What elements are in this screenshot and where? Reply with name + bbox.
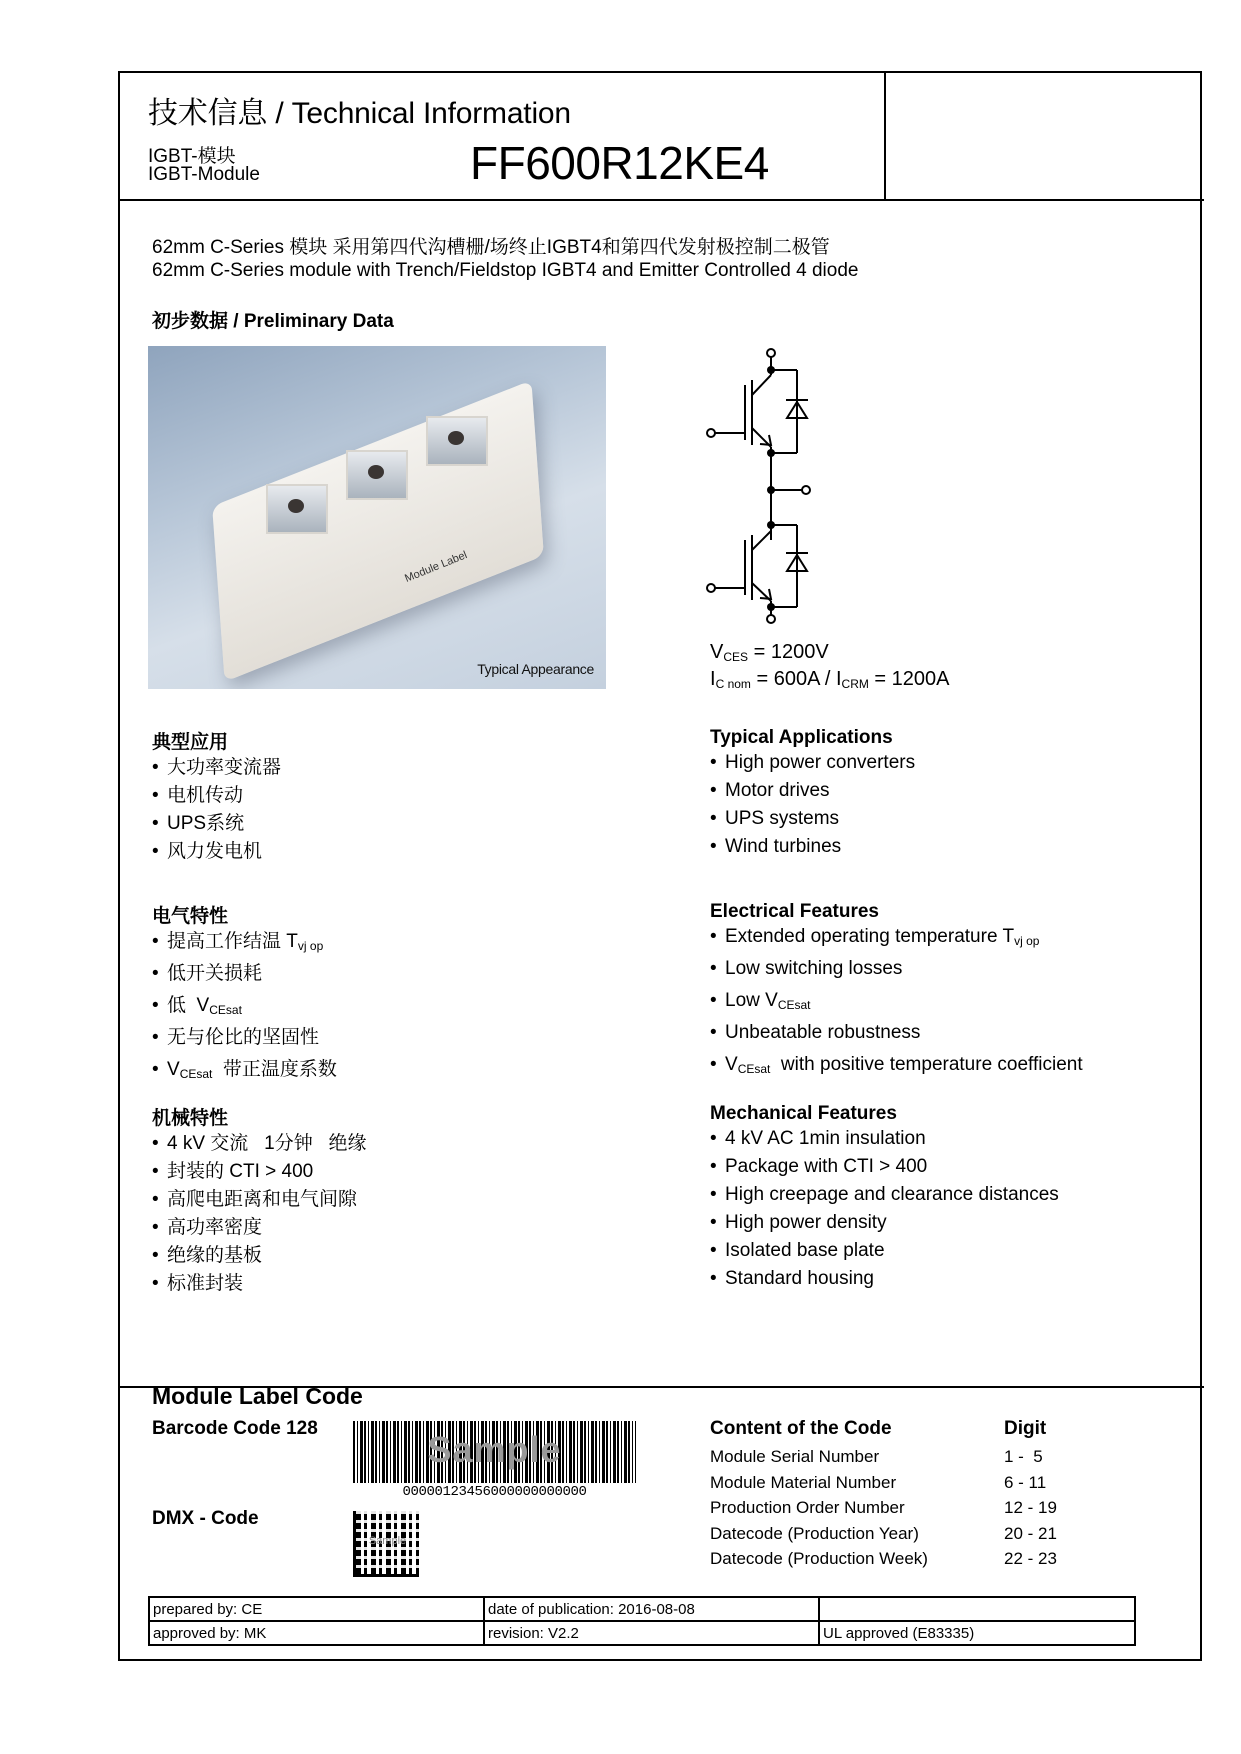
description-cn: 62mm C-Series 模块 采用第四代沟槽栅/场终止IGBT4和第四代发射极控制二极管 xyxy=(152,237,830,258)
electrical-cn xyxy=(152,901,337,1088)
electrical-en-heading: Electrical Features xyxy=(710,901,879,922)
list-item-text: Low switching losses xyxy=(725,958,903,979)
list-item-text: Package with CTI > 400 xyxy=(725,1156,928,1177)
table-row xyxy=(149,1621,1135,1645)
list-item xyxy=(710,777,915,805)
vces-rating xyxy=(710,641,829,664)
list-item-text: 无与伦比的坚固性 xyxy=(167,1027,320,1048)
code-content: Production Order Number xyxy=(710,1498,905,1517)
code-digit: 6 - 11 xyxy=(1004,1473,1047,1492)
vces-symbol: V xyxy=(710,641,724,663)
list-item xyxy=(152,1186,367,1214)
bullet-icon: • xyxy=(710,1268,717,1289)
list-item-text: 4 kV 交流 1分钟 绝缘 xyxy=(167,1133,367,1154)
power-terminal-icon xyxy=(426,416,488,466)
applications-en-heading: Typical Applications xyxy=(710,727,893,748)
bullet-icon: • xyxy=(152,785,159,806)
subscript: CEsat xyxy=(737,1062,771,1076)
list-item-text: High creepage and clearance distances xyxy=(725,1184,1059,1205)
list-item xyxy=(710,1209,1059,1237)
list-item-text: Unbeatable robustness xyxy=(725,1022,921,1043)
list-item xyxy=(710,805,915,833)
applications-en xyxy=(710,727,915,861)
code-content: Datecode (Production Year) xyxy=(710,1524,919,1543)
subscript: CEsat xyxy=(179,1067,213,1081)
approval-table xyxy=(148,1596,1136,1646)
list-item xyxy=(152,1270,367,1298)
bullet-icon: • xyxy=(710,808,717,829)
date-of-publication: date of publication: 2016-08-08 xyxy=(484,1597,819,1621)
list-item-text: 绝缘的基板 xyxy=(167,1245,263,1266)
list-item xyxy=(152,992,337,1024)
icrm-value: = 1200A xyxy=(868,668,950,690)
bullet-icon: • xyxy=(152,1273,159,1294)
list-item xyxy=(710,1237,1059,1265)
list-item-text: 4 kV AC 1min insulation xyxy=(725,1128,926,1149)
content-of-code-header: Content of the Code xyxy=(710,1418,892,1439)
applications-cn-heading: 典型应用 xyxy=(152,732,229,753)
bullet-icon: • xyxy=(152,841,159,862)
list-item-text: V xyxy=(167,1059,180,1080)
code-content: Datecode (Production Week) xyxy=(710,1549,928,1568)
list-item-text: 低开关损耗 xyxy=(167,963,263,984)
code-digit: 12 - 19 xyxy=(1004,1498,1057,1517)
applications-cn xyxy=(152,727,281,866)
code-content: Module Serial Number xyxy=(710,1447,880,1466)
list-item xyxy=(710,1153,1059,1181)
list-item-text: UPS系统 xyxy=(167,813,245,834)
bullet-icon: • xyxy=(710,1128,717,1149)
mechanical-en xyxy=(710,1103,1059,1293)
bullet-icon: • xyxy=(152,813,159,834)
module-label-text: Module Label xyxy=(403,549,469,585)
mechanical-cn xyxy=(152,1103,367,1298)
mechanical-en-heading: Mechanical Features xyxy=(710,1103,897,1124)
list-item xyxy=(152,810,281,838)
ic-subscript: C nom xyxy=(715,677,751,691)
list-item xyxy=(710,955,1083,987)
list-item-suffix: 带正温度系数 xyxy=(212,1059,337,1080)
bullet-icon: • xyxy=(152,931,159,952)
barcode-number: 00000123456000000000000 xyxy=(402,1484,587,1500)
product-photo xyxy=(148,346,606,689)
list-item xyxy=(710,923,1083,955)
ul-approval: UL approved (E83335) xyxy=(819,1621,1135,1645)
preliminary-data-heading: 初步数据 / Preliminary Data xyxy=(152,311,394,332)
prepared-by: prepared by: CE xyxy=(149,1597,484,1621)
bullet-icon: • xyxy=(152,1059,159,1080)
list-item-text: 封装的 CTI > 400 xyxy=(167,1161,314,1182)
list-item xyxy=(710,833,915,861)
ic-value: = 600A / xyxy=(750,668,836,690)
approved-by: approved by: MK xyxy=(149,1621,484,1645)
code-digit: 20 - 21 xyxy=(1004,1524,1057,1543)
ic-symbol: I xyxy=(710,668,716,690)
subscript: vj op xyxy=(1014,934,1040,948)
list-item xyxy=(152,1056,337,1088)
list-item-text: 高爬电距离和电气间隙 xyxy=(167,1189,358,1210)
list-item-text: 提高工作结温 T xyxy=(167,931,298,952)
vces-value: = 1200V xyxy=(748,641,829,663)
product-type-en: IGBT-Module xyxy=(148,164,260,185)
module-housing-illustration xyxy=(212,380,544,682)
list-item-text: 大功率变流器 xyxy=(167,757,282,778)
barcode-label: Barcode Code 128 xyxy=(152,1418,318,1439)
list-item xyxy=(710,987,1083,1019)
bullet-icon: • xyxy=(152,1133,159,1154)
bullet-icon: • xyxy=(710,780,717,801)
revision: revision: V2.2 xyxy=(484,1621,819,1645)
bullet-icon: • xyxy=(152,1189,159,1210)
list-item-text: 低 V xyxy=(167,995,210,1016)
bullet-icon: • xyxy=(710,1156,717,1177)
bullet-icon: • xyxy=(152,995,159,1016)
list-item xyxy=(710,1265,1059,1293)
list-item xyxy=(152,1024,337,1056)
list-item xyxy=(152,1130,367,1158)
list-item xyxy=(152,838,281,866)
photo-caption: Typical Appearance xyxy=(477,661,594,677)
code-content: Module Material Number xyxy=(710,1473,897,1492)
list-item-text: High power density xyxy=(725,1212,887,1233)
bullet-icon: • xyxy=(710,1184,717,1205)
header-vertical-divider xyxy=(884,71,886,201)
list-item xyxy=(152,1214,367,1242)
module-label-code-heading: Module Label Code xyxy=(152,1383,363,1409)
bullet-icon: • xyxy=(710,1022,717,1043)
code-digit: 1 - 5 xyxy=(1004,1447,1043,1466)
list-item-text: Isolated base plate xyxy=(725,1240,885,1261)
bullet-icon: • xyxy=(152,1245,159,1266)
dmx-code-label: DMX - Code xyxy=(152,1508,259,1529)
bullet-icon: • xyxy=(710,1240,717,1261)
list-item-text: Wind turbines xyxy=(725,836,842,857)
vces-subscript: CES xyxy=(723,650,749,664)
empty-cell xyxy=(819,1597,1135,1621)
list-item-text: Low V xyxy=(725,990,778,1011)
bullet-icon: • xyxy=(152,963,159,984)
document-title: 技术信息 / Technical Information xyxy=(148,97,571,130)
product-type-cn: IGBT-模块 xyxy=(148,146,236,167)
list-item-text: 电机传动 xyxy=(167,785,244,806)
list-item xyxy=(152,1158,367,1186)
list-item-text: 标准封装 xyxy=(167,1273,244,1294)
power-terminal-icon xyxy=(266,484,328,534)
electrical-en xyxy=(710,901,1083,1083)
bullet-icon: • xyxy=(152,1217,159,1238)
barcode-sample-watermark: Sample xyxy=(427,1429,562,1470)
part-number: FF600R12KE4 xyxy=(470,137,769,189)
list-item xyxy=(710,1019,1083,1051)
dmx-sample-watermark: Sample xyxy=(368,1535,407,1547)
subscript: vj op xyxy=(297,939,324,953)
barcode-icon xyxy=(353,1421,636,1483)
list-item xyxy=(152,928,337,960)
list-item-text: V xyxy=(725,1054,738,1075)
list-item-text: 风力发电机 xyxy=(167,841,263,862)
description-en: 62mm C-Series module with Trench/Fieldstop IGBT4 and Emitter Controlled 4 diode xyxy=(152,260,859,281)
icrm-symbol: I xyxy=(835,668,842,690)
code-digit: 22 - 23 xyxy=(1004,1549,1057,1568)
list-item-text: Motor drives xyxy=(725,780,830,801)
bullet-icon: • xyxy=(710,926,717,947)
bullet-icon: • xyxy=(710,990,717,1011)
bullet-icon: • xyxy=(710,752,717,773)
list-item-text: Extended operating temperature T xyxy=(725,926,1015,947)
list-item xyxy=(152,960,337,992)
electrical-cn-heading: 电气特性 xyxy=(152,906,229,927)
bullet-icon: • xyxy=(710,1212,717,1233)
mechanical-cn-heading: 机械特性 xyxy=(152,1108,229,1129)
table-row xyxy=(149,1597,1135,1621)
list-item-text: Standard housing xyxy=(725,1268,874,1289)
list-item xyxy=(710,749,915,777)
half-bridge-schematic-icon xyxy=(700,345,840,625)
list-item-text: UPS systems xyxy=(725,808,840,829)
list-item xyxy=(152,782,281,810)
icrm-subscript: CRM xyxy=(841,677,869,691)
current-rating xyxy=(710,668,950,691)
bullet-icon: • xyxy=(152,1161,159,1182)
list-item xyxy=(152,754,281,782)
list-item-suffix: with positive temperature coefficient xyxy=(770,1054,1083,1075)
list-item-text: 高功率密度 xyxy=(167,1217,263,1238)
bullet-icon: • xyxy=(152,757,159,778)
subscript: CEsat xyxy=(777,998,811,1012)
datamatrix-code-icon xyxy=(353,1511,419,1577)
bullet-icon: • xyxy=(710,958,717,979)
bullet-icon: • xyxy=(710,836,717,857)
list-item xyxy=(710,1181,1059,1209)
list-item xyxy=(152,1242,367,1270)
list-item-text: High power converters xyxy=(725,752,916,773)
list-item xyxy=(710,1125,1059,1153)
digit-header: Digit xyxy=(1004,1418,1047,1439)
header-divider xyxy=(118,199,1204,201)
bullet-icon: • xyxy=(710,1054,717,1075)
power-terminal-icon xyxy=(346,450,408,500)
bullet-icon: • xyxy=(152,1027,159,1048)
list-item xyxy=(710,1051,1083,1083)
subscript: CEsat xyxy=(209,1003,242,1017)
